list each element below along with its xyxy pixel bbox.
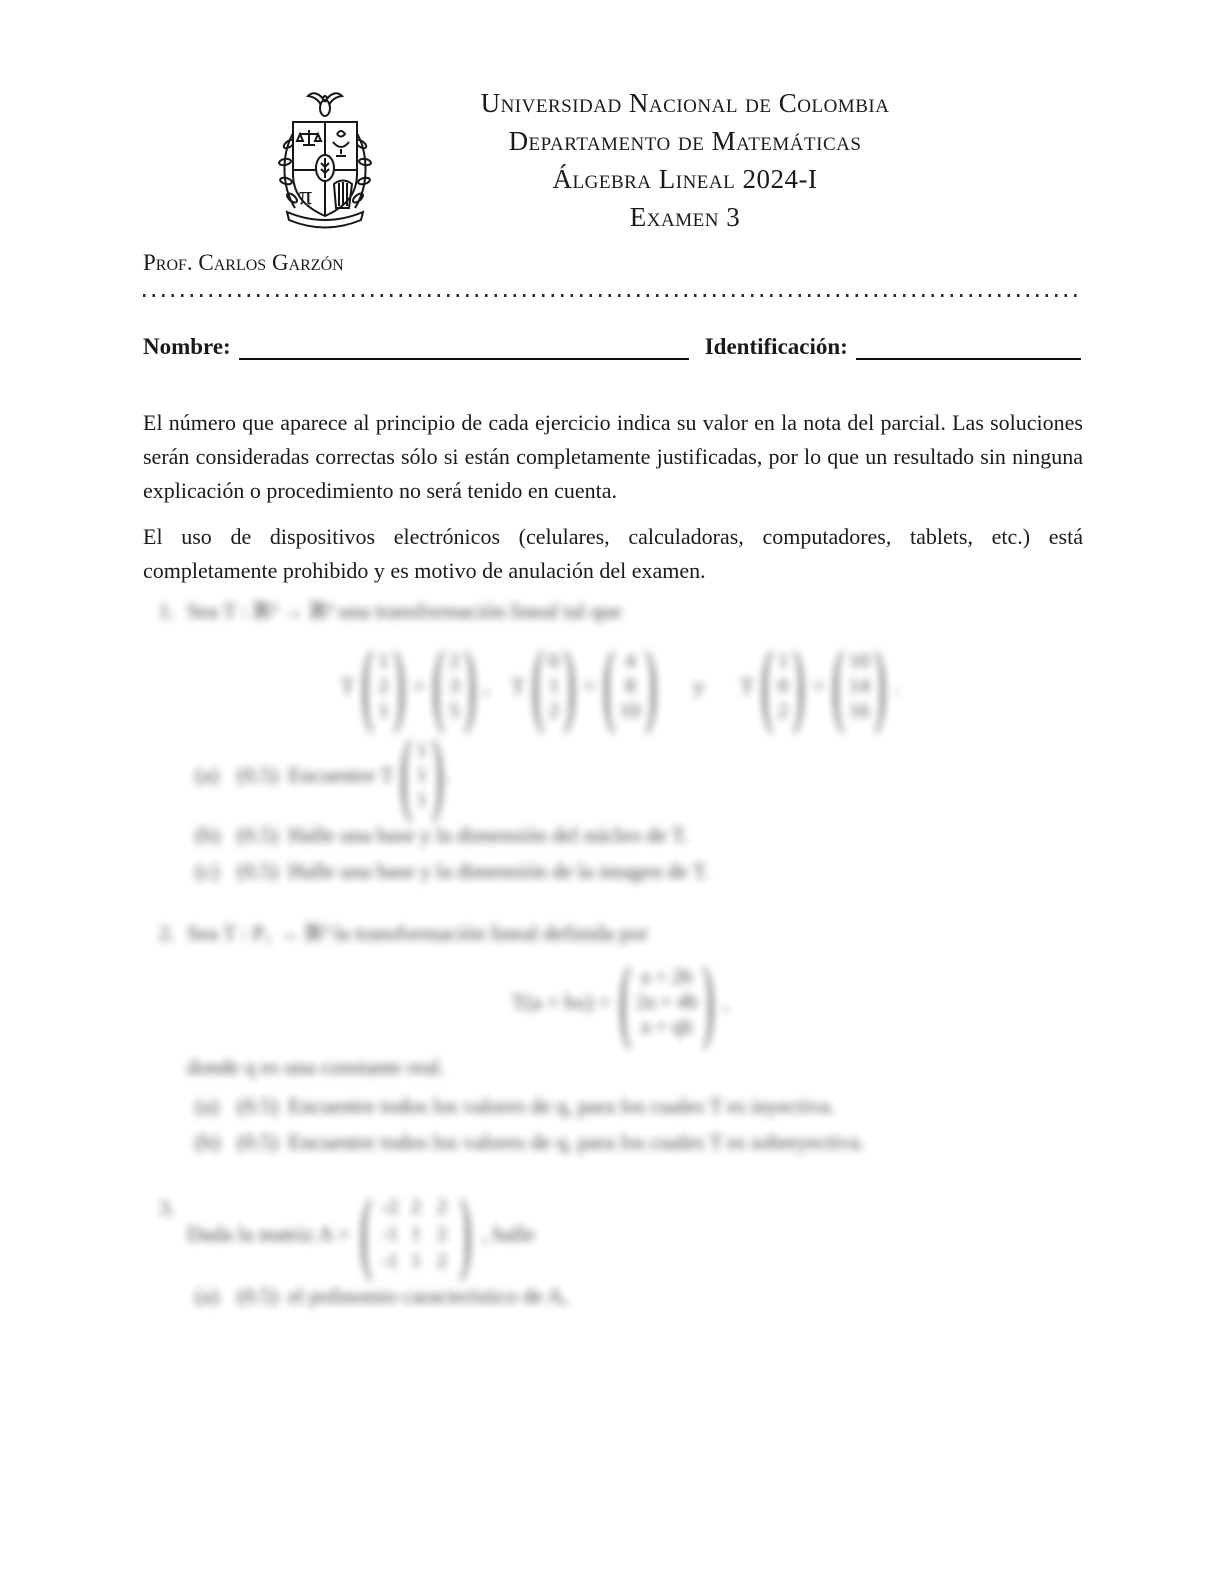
vector-entry: 1 [777, 650, 789, 672]
vector-entry: 2 [449, 650, 460, 672]
left-paren: ( [362, 634, 374, 736]
document-header [310, 84, 1060, 236]
exercise-1-number: 1. [158, 599, 175, 623]
exercise-2-note: donde q es una constante real. [187, 1055, 445, 1079]
exercise-3-item-a [195, 1283, 1093, 1310]
exercise-2-item-b [195, 1129, 1093, 1156]
input-vector [531, 634, 576, 736]
item-text-end: . [444, 763, 450, 787]
item-text: Halle una base y la dimensión del núcleo de T. [288, 823, 689, 847]
id-label: Identificación: [704, 334, 848, 359]
linear-map-equation [511, 634, 657, 736]
right-paren: ) [874, 634, 886, 736]
matrix-entry: 2 [436, 1223, 448, 1245]
vector-entry: 2 [777, 700, 789, 722]
item-text: Encuentre todos los valores de q, para los cuales T es sobreyectiva. [288, 1130, 865, 1154]
exercise-3-number: 3. [158, 1196, 175, 1220]
vector-entry: 1 [548, 675, 560, 697]
left-paren: ( [360, 1182, 372, 1284]
vector-entry: 1 [416, 764, 428, 786]
linear-map-equation [340, 634, 490, 736]
vector-entry: 14 [848, 675, 870, 697]
left-paren: ( [400, 723, 412, 825]
vector-entry: 16 [848, 700, 870, 722]
linear-map-equation [740, 634, 900, 736]
item-text: el polinomio característico de A, [288, 1284, 569, 1308]
item-points: (0.5) [237, 1284, 279, 1308]
exercise-3 [143, 1182, 1093, 1319]
university-name: Universidad Nacional de Colombia [480, 88, 890, 118]
svg-text:π: π [299, 181, 313, 210]
matrix-entry: 2 [436, 1250, 448, 1272]
vector-entry: a + qb [641, 1016, 693, 1038]
item-text: Halle una base y la dimensión de la imagen de T. [288, 859, 710, 883]
vector-entry: 1 [416, 739, 428, 761]
instructions-devices: El uso de dispositivos electrónicos (celulares, calculadoras, computadores, tablets, etc.) está completamente prohibido y es motivo de anulación del examen. [143, 524, 1083, 583]
vector-entry: 2a + 4b [635, 991, 698, 1013]
conjunction: y [693, 674, 705, 698]
left-paren: ( [603, 634, 615, 736]
vector-entry: 5 [449, 700, 460, 722]
separator: . [893, 674, 900, 698]
exercise-1 [143, 598, 1093, 894]
item-tag: (a) [195, 763, 219, 787]
exercise-2-intro: Sea T : P₁ → ℝ³ la transformación lineal definida por [187, 921, 648, 945]
matrix-entry: 1 [410, 1250, 422, 1272]
vector-entry: a + 2b [641, 966, 693, 988]
matrix-entry: -2 [381, 1196, 399, 1218]
exercise-1-item-c [195, 858, 1093, 885]
transformation-symbol: T [511, 674, 525, 698]
item-points: (0.5) [237, 859, 279, 883]
exercise-1-item-a [195, 723, 1093, 825]
vector-entry: 1 [416, 789, 428, 811]
matrix-entry: 1 [410, 1223, 422, 1245]
equals-sign: = [812, 674, 825, 698]
vector-entry: 1 [378, 700, 389, 722]
vector-entry: 10 [848, 650, 870, 672]
result-vector [619, 950, 715, 1052]
item-points: (0.5) [237, 763, 279, 787]
equals-sign: = [583, 674, 596, 698]
matrix-entry: -1 [381, 1223, 399, 1245]
item-tag: (a) [195, 1094, 219, 1118]
vector-entry: 2 [548, 700, 560, 722]
vector-entry: 4 [624, 650, 636, 672]
name-label: Nombre: [143, 334, 231, 359]
exercise-2-item-a [195, 1093, 1093, 1120]
argument-vector [399, 723, 444, 825]
vector-entry: 2 [378, 675, 389, 697]
matrix-A [360, 1182, 473, 1284]
item-tag: (a) [195, 1284, 219, 1308]
exercise-3-intro [187, 1182, 1093, 1284]
instructions-grading: El número que aparece al principio de cada ejercicio indica su valor en la nota del parcial. Las soluciones serán consideradas correctas sólo si están completamente justificadas, por lo que un resultado sin ninguna explicación o procedimiento no será tenido en cuenta. [143, 410, 1083, 503]
vector-entry: 10 [619, 700, 641, 722]
department-name: Departamento de Matemáticas [508, 126, 862, 156]
vector-entry: 0 [777, 675, 789, 697]
dotted-separator [143, 294, 1081, 297]
exercise-1-equations [187, 634, 1053, 736]
left-paren: ( [761, 634, 773, 736]
separator: , [483, 674, 490, 698]
right-paren: ) [793, 634, 805, 736]
left-paren: ( [532, 634, 544, 736]
exercise-2-number: 2. [158, 921, 175, 945]
name-id-row [143, 330, 1081, 360]
output-vector [603, 634, 658, 736]
output-vector [432, 634, 477, 736]
item-points: (0.5) [237, 1094, 279, 1118]
item-tag: (b) [195, 1130, 221, 1154]
transformation-symbol: T [340, 674, 354, 698]
item-tag: (c) [195, 859, 219, 883]
item-text: Encuentre todos los valores de q, para los cuales T es inyectiva. [288, 1094, 835, 1118]
transformation-symbol: T [740, 674, 754, 698]
right-paren: ) [393, 634, 405, 736]
exercise-2-equation [187, 950, 1053, 1052]
separator: , [722, 990, 729, 1014]
professor-name: Prof. Carlos Garzón [143, 250, 344, 275]
output-vector [832, 634, 887, 736]
vector-entry: 8 [624, 675, 636, 697]
right-paren: ) [564, 634, 576, 736]
item-text: Encuentre T [288, 763, 394, 787]
item-tag: (b) [195, 823, 221, 847]
vector-entry: 3 [449, 675, 460, 697]
right-paren: ) [432, 723, 444, 825]
left-paren: ( [433, 634, 445, 736]
equals-sign: = [412, 674, 426, 698]
exam-title: Examen 3 [629, 202, 741, 232]
item-points: (0.5) [237, 823, 279, 847]
name-blank-line [239, 334, 689, 360]
matrix-entry: 2 [410, 1196, 422, 1218]
left-paren: ( [619, 950, 631, 1052]
intro-text: Dada la matriz A = [187, 1222, 350, 1246]
input-vector [761, 634, 806, 736]
left-paren: ( [832, 634, 844, 736]
exercise-1-intro: Sea T : ℝ³ → ℝ³ una transformación lineal tal que [187, 599, 622, 623]
vector-entry: 0 [548, 650, 560, 672]
matrix-entry: -1 [381, 1250, 399, 1272]
formula-lhs: T(a + bx) = [511, 990, 611, 1014]
input-vector [361, 634, 406, 736]
id-blank-line [856, 334, 1081, 360]
item-points: (0.5) [237, 1130, 279, 1154]
exercise-1-item-b [195, 822, 1093, 849]
matrix-entry: 2 [436, 1196, 448, 1218]
right-paren: ) [702, 950, 714, 1052]
exercises-section [143, 598, 1093, 1319]
right-paren: ) [464, 634, 476, 736]
course-name: Álgebra Lineal 2024-I [552, 164, 818, 194]
right-paren: ) [645, 634, 657, 736]
right-paren: ) [459, 1182, 472, 1284]
exercise-2 [143, 920, 1093, 1165]
vector-entry: 1 [378, 650, 389, 672]
intro-text-end: , halle [482, 1222, 535, 1246]
